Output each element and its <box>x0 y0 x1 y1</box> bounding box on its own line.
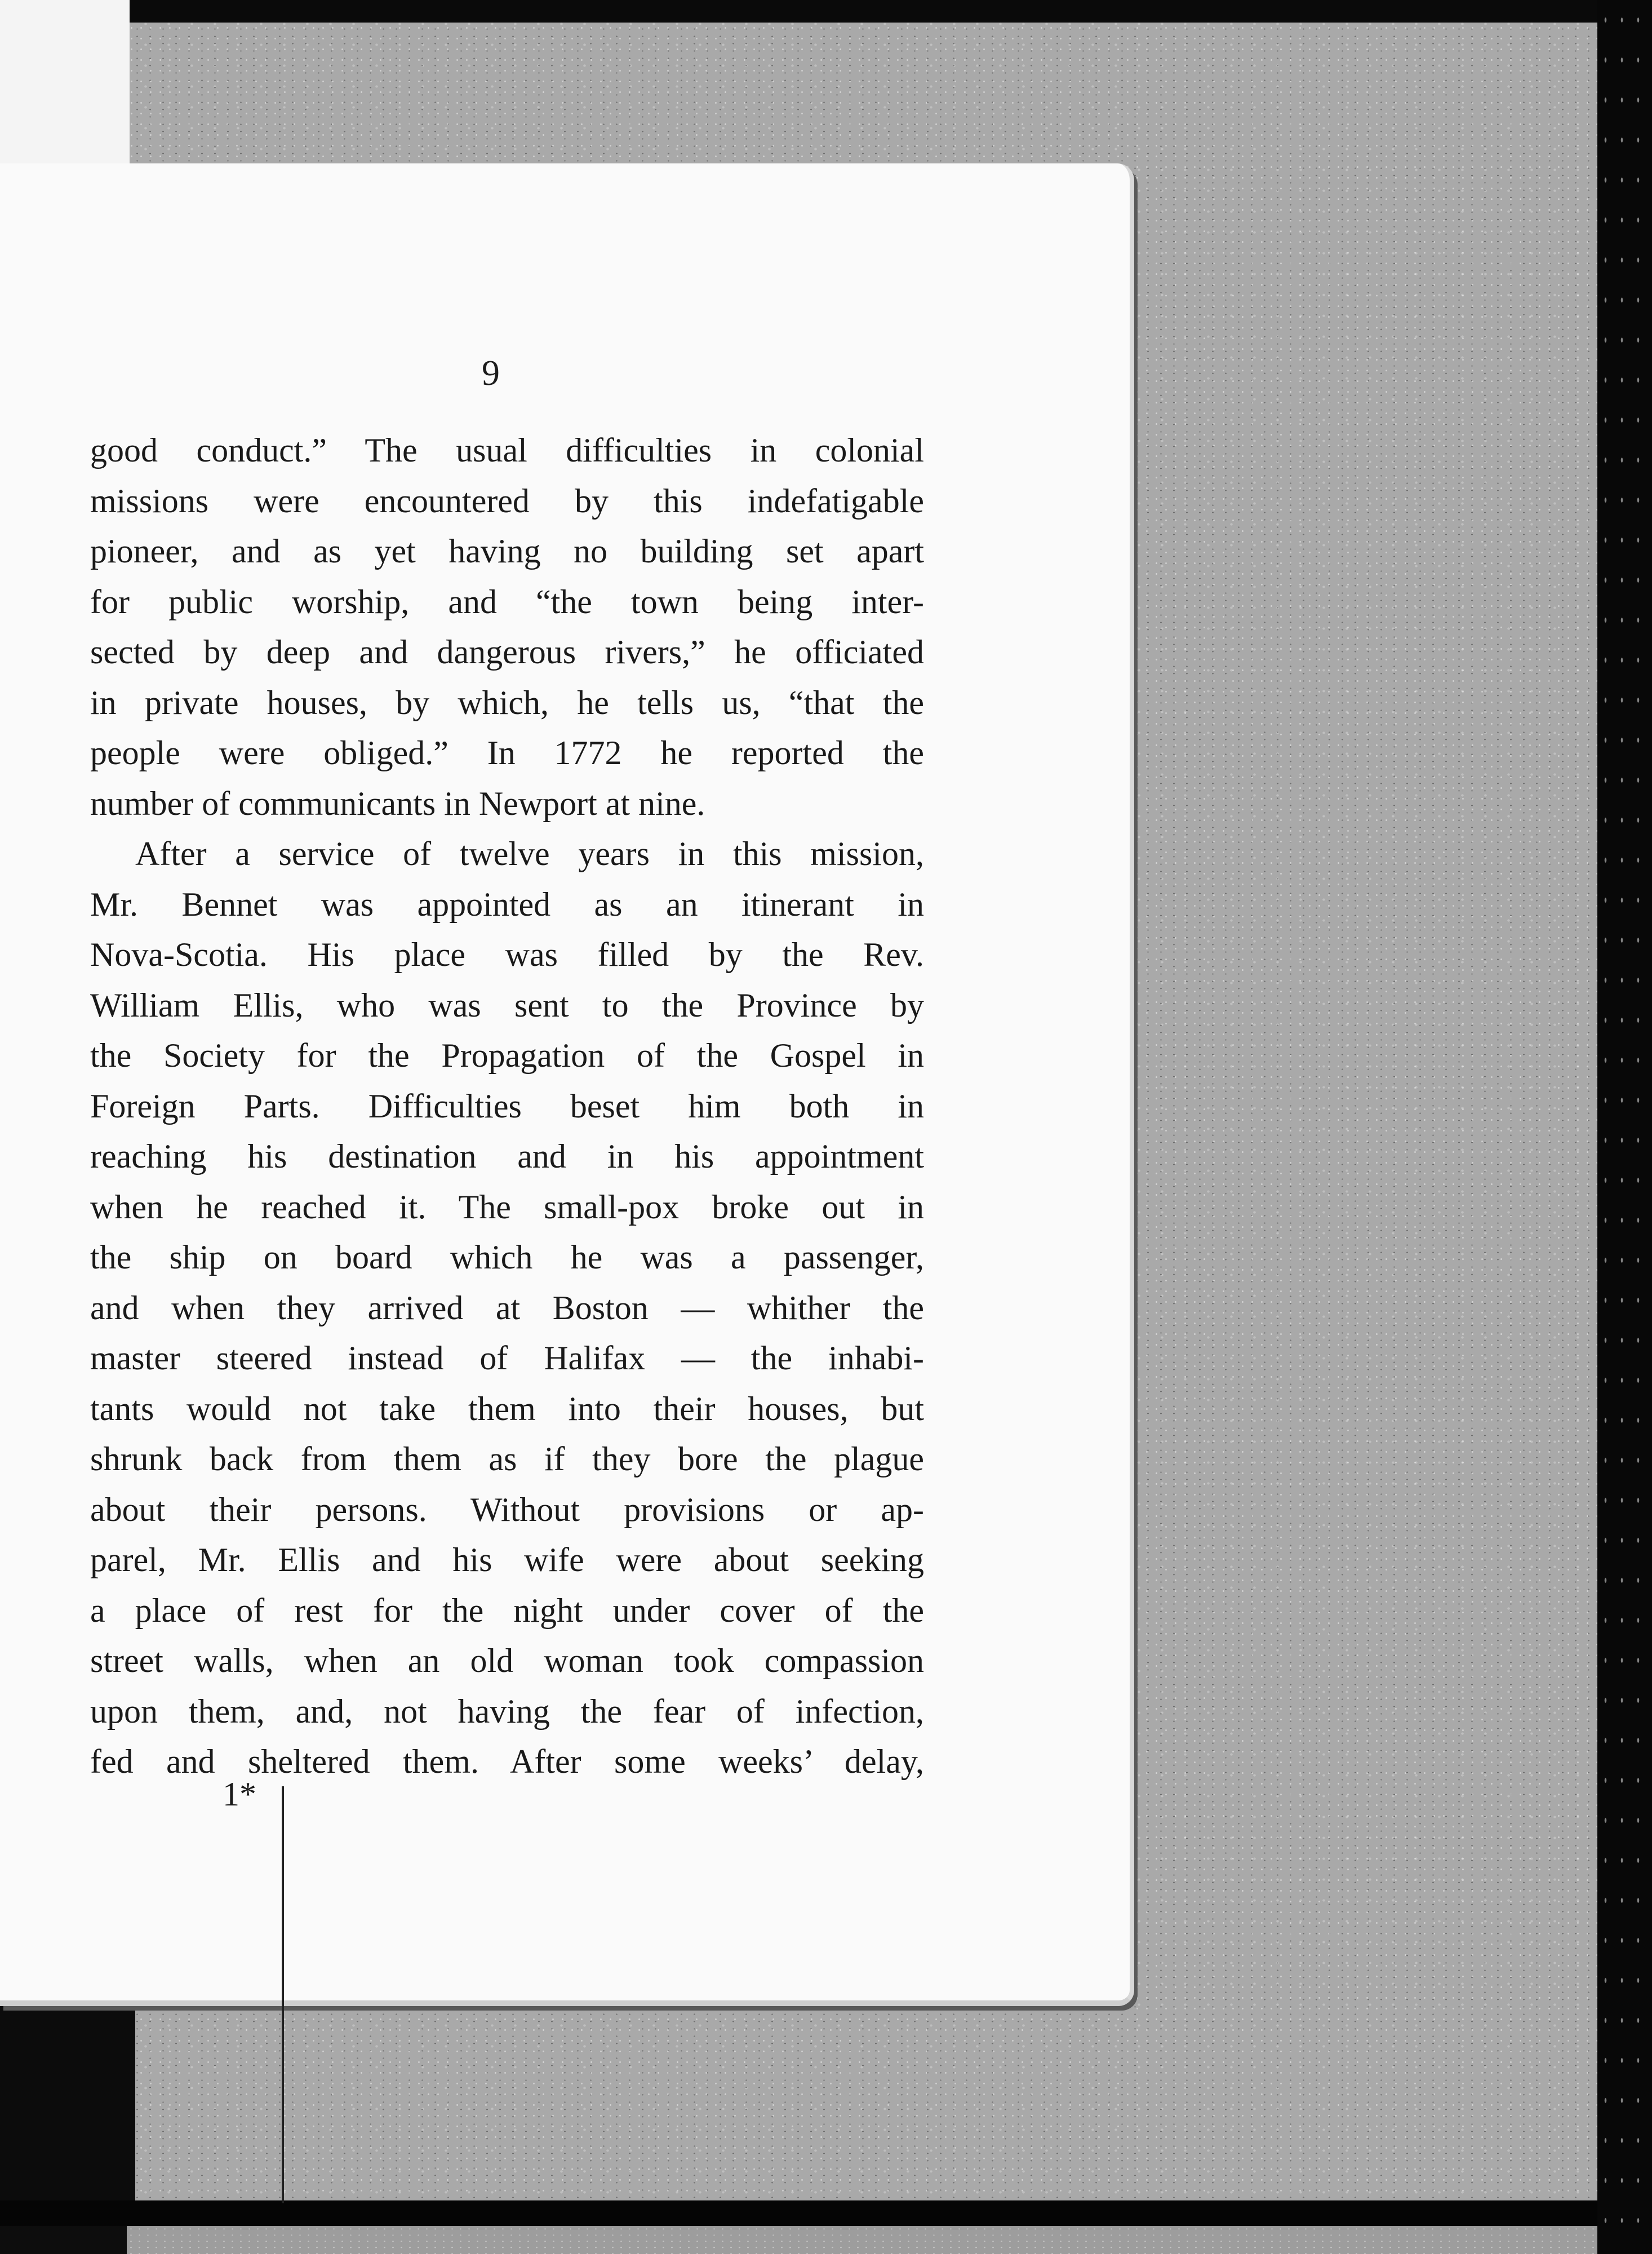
text-line: a place of rest for the night under cover of the <box>90 1591 924 1629</box>
text-line: shrunk back from them as if they bore the plague <box>90 1440 924 1477</box>
text-line: master steered instead of Halifax — the inhabi- <box>90 1339 924 1377</box>
text-line: people were obliged.” In 1772 he reported the <box>90 734 924 771</box>
text-line: After a service of twelve years in this mission, <box>135 835 924 872</box>
text-line: for public worship, and “the town being inter- <box>90 583 924 620</box>
page-number: 9 <box>482 353 500 393</box>
text-line: the Society for the Propagation of the Gospel in <box>90 1037 924 1074</box>
text-line: number of communicants in Newport at nine. <box>90 784 705 822</box>
page-crease <box>282 1786 284 2203</box>
text-line: good conduct.” The usual difficulties in colonial <box>90 432 924 469</box>
text-line: the ship on board which he was a passenger, <box>90 1239 924 1276</box>
text-line: street walls, when an old woman took compassion <box>90 1642 924 1679</box>
text-line: in private houses, by which, he tells us, “that the <box>90 684 924 721</box>
right-black-edge <box>1597 0 1652 2254</box>
bottom-black-band <box>0 2200 1652 2226</box>
text-line: Nova-Scotia. His place was filled by the Rev. <box>90 936 924 973</box>
text-line: tants would not take them into their houses, but <box>90 1390 924 1427</box>
text-line: Foreign Parts. Difficulties beset him both in <box>90 1087 924 1125</box>
top-black-edge <box>0 0 1652 23</box>
text-line: about their persons. Without provisions or ap- <box>90 1490 924 1528</box>
text-line: William Ellis, who was sent to the Province by <box>90 986 924 1024</box>
text-line: missions were encountered by this indefatigable <box>90 482 924 520</box>
text-line: sected by deep and dangerous rivers,” he officiated <box>90 633 924 671</box>
body-text <box>90 425 924 1787</box>
board-bottom-strip <box>127 2226 1597 2254</box>
previous-page-edge <box>0 0 130 169</box>
text-line: upon them, and, not having the fear of infection, <box>90 1692 924 1730</box>
signature-mark: 1* <box>223 1776 256 1813</box>
text-line: and when they arrived at Boston — whither the <box>90 1289 924 1326</box>
text-line: reaching his destination and in his appointment <box>90 1138 924 1175</box>
text-line: Mr. Bennet was appointed as an itinerant in <box>90 885 924 923</box>
text-line: when he reached it. The small-pox broke out in <box>90 1188 924 1226</box>
text-line: pioneer, and as yet having no building set apart <box>90 533 924 570</box>
text-line: parel, Mr. Ellis and his wife were about seeking <box>90 1541 924 1578</box>
text-line: fed and sheltered them. After some weeks’ delay, <box>90 1743 924 1780</box>
